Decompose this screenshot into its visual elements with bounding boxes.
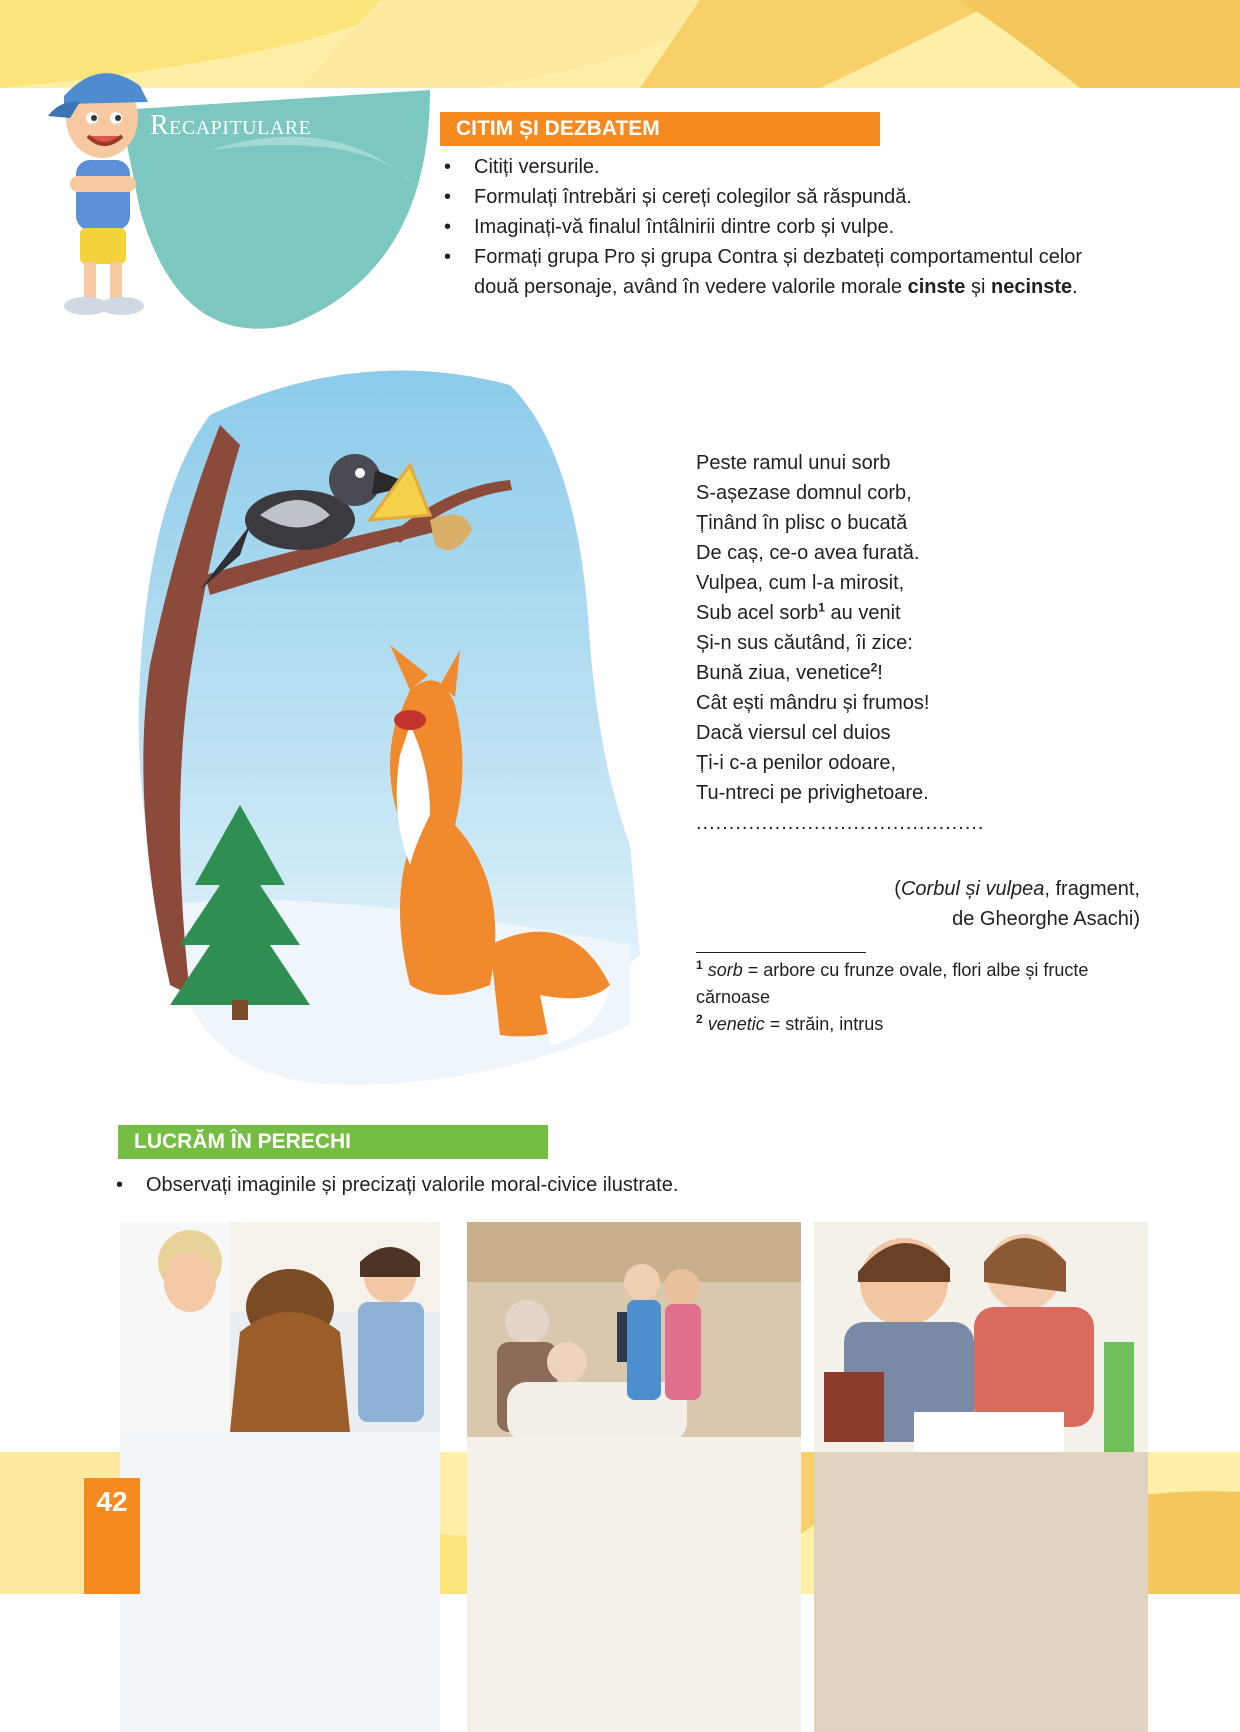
- poem-line: Tu-ntreci pe privighetoare.: [696, 782, 929, 804]
- list-item: • Citiți versurile.: [440, 152, 1130, 182]
- poem-line: [696, 658, 1116, 688]
- bold-term-necinste: necinste: [990, 276, 1073, 298]
- footnote-definition: = arbore cu frunze ovale, flori albe și fructe cărnoase: [696, 960, 1089, 1007]
- list-item: • Observați imaginile și precizați valorile moral-civice ilustrate.: [112, 1170, 1012, 1200]
- footnote: [696, 1011, 1116, 1038]
- poem-text: au venit: [824, 602, 901, 624]
- footnotes: [696, 957, 1116, 1038]
- source-text: , fragment,: [1044, 878, 1140, 900]
- lucram-in-perechi-header: LUCRĂM ÎN PERECHI: [118, 1125, 548, 1159]
- footnote-marker: 2: [696, 1012, 703, 1026]
- poem-ellipsis: ............................................: [696, 812, 985, 834]
- poem-line: Și-n sus căutând, îi zice:: [696, 632, 913, 654]
- footnote-term: sorb: [707, 960, 743, 980]
- poem-line: S-așezase domnul corb,: [696, 482, 912, 504]
- poem-line: Dacă viersul cel duios: [696, 722, 891, 744]
- poem-text: Sub acel sorb: [696, 602, 819, 624]
- poem-line: Peste ramul unui sorb: [696, 452, 891, 474]
- photo-vet-image: [120, 1222, 440, 1732]
- list-item: [440, 242, 1130, 302]
- boy-mascot-illustration: [40, 56, 160, 316]
- footnote-marker: 2: [870, 660, 878, 675]
- poem-line: Ți-i c-a penilor odoare,: [696, 752, 897, 774]
- footnote-definition: = străin, intrus: [764, 1014, 884, 1034]
- poem-line: De caș, ce-o avea furată.: [696, 542, 920, 564]
- bullet-text: Formați grupa Pro și grupa Contra și dezbateți comportamentul celor două personaje, având în vedere valorile morale: [474, 246, 1083, 298]
- footnote: [696, 957, 1116, 1011]
- list-item: • Formulați întrebări și cereți colegilor să răspundă.: [440, 182, 1130, 212]
- poem-line: [696, 598, 1116, 628]
- footnote-marker: 1: [696, 958, 703, 972]
- crow-and-fox-illustration: [110, 345, 650, 1105]
- list-item: • Imaginați-vă finalul întâlnirii dintre corb și vulpe.: [440, 212, 1130, 242]
- poem-source: [700, 874, 1140, 934]
- photo-vet-dog-boy: [120, 1222, 440, 1732]
- photo-hospital-image: [467, 1222, 801, 1732]
- poem-block: [696, 448, 1116, 838]
- citim-si-dezbatem-header: CITIM ȘI DEZBATEM: [440, 112, 880, 146]
- photo-hospital-visit: [467, 1222, 801, 1732]
- footnote-marker: 1: [818, 600, 825, 615]
- lucram-bullet-list: [112, 1170, 1012, 1200]
- poem-text: !: [877, 662, 883, 684]
- recap-title: Recapitulare: [150, 110, 312, 141]
- source-paren: (: [894, 878, 901, 900]
- poem-line: Ținând în plisc o bucată: [696, 512, 908, 534]
- citim-bullet-list: [440, 152, 1130, 302]
- footnote-term: venetic: [707, 1014, 765, 1034]
- photo-kids-homework: [814, 1222, 1148, 1732]
- source-work-title: Corbul și vulpea: [900, 878, 1045, 900]
- source-line: [700, 874, 1140, 904]
- footnote-divider: [696, 952, 866, 953]
- poem-line: Vulpea, cum l-a mirosit,: [696, 572, 905, 594]
- bullet-text: .: [1072, 276, 1078, 298]
- poem-line: Cât ești mândru și frumos!: [696, 692, 930, 714]
- bullet-text: și: [965, 276, 991, 298]
- poem-text: Bună ziua, venetice: [696, 662, 871, 684]
- source-author: de Gheorghe Asachi): [952, 908, 1140, 930]
- page-number: 42: [96, 1486, 128, 1517]
- photo-kids-image: [814, 1222, 1148, 1732]
- bold-term-cinste: cinste: [907, 276, 966, 298]
